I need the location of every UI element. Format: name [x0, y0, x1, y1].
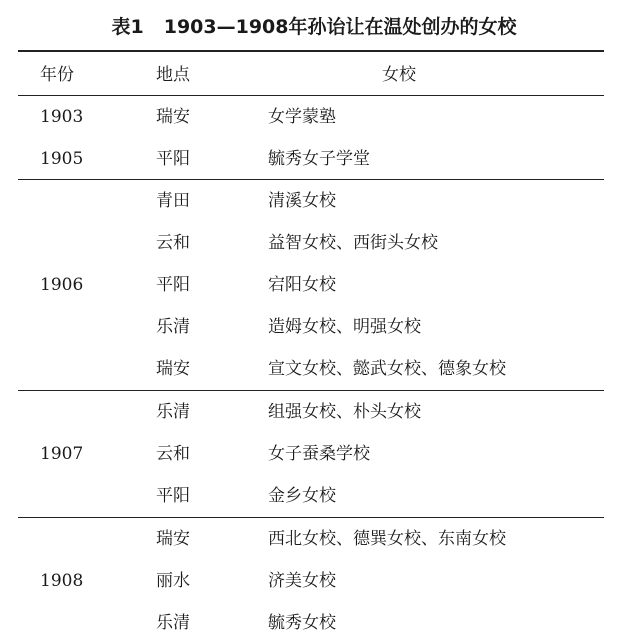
- table-row: [0, 524, 628, 554]
- place-cell: 乐清: [156, 402, 190, 422]
- table-row: [0, 397, 628, 427]
- year-cell: 1903: [40, 107, 84, 127]
- place-cell: 平阳: [156, 149, 190, 169]
- top-rule: [18, 50, 604, 52]
- table-caption: [0, 14, 628, 40]
- school-cell: 宣文女校、懿武女校、德象女校: [268, 359, 506, 379]
- school-cell: 西北女校、德巽女校、东南女校: [268, 529, 506, 549]
- place-cell: 青田: [156, 191, 190, 211]
- table-row: [0, 566, 628, 596]
- school-cell: 济美女校: [268, 571, 336, 591]
- place-cell: 云和: [156, 444, 190, 464]
- table-row: [0, 439, 628, 469]
- table-row: [0, 186, 628, 216]
- year-cell: 1907: [40, 444, 84, 464]
- header-year: 年份: [40, 65, 74, 85]
- header-school: 女校: [382, 65, 416, 85]
- table-row: [0, 354, 628, 384]
- table-row: [0, 144, 628, 174]
- school-cell: 宕阳女校: [268, 275, 336, 295]
- table-row: [0, 228, 628, 258]
- header-place: 地点: [156, 65, 190, 85]
- year-cell: 1905: [40, 149, 84, 169]
- school-cell: 组强女校、朴头女校: [268, 402, 421, 422]
- table-header: [0, 62, 628, 88]
- table-row: [0, 312, 628, 342]
- place-cell: 云和: [156, 233, 190, 253]
- place-cell: 乐清: [156, 613, 190, 633]
- year-cell: 1908: [40, 571, 84, 591]
- group-divider: [18, 390, 604, 391]
- group-divider: [18, 517, 604, 518]
- school-cell: 毓秀女校: [268, 613, 336, 633]
- header-rule: [18, 95, 604, 96]
- school-cell: 金乡女校: [268, 486, 336, 506]
- table-row: [0, 270, 628, 300]
- table-row: [0, 608, 628, 638]
- place-cell: 平阳: [156, 275, 190, 295]
- school-cell: 女学蒙塾: [268, 107, 336, 127]
- school-cell: 女子蚕桑学校: [268, 444, 370, 464]
- school-cell: 益智女校、西街头女校: [268, 233, 438, 253]
- year-cell: 1906: [40, 275, 84, 295]
- place-cell: 丽水: [156, 571, 190, 591]
- place-cell: 平阳: [156, 486, 190, 506]
- school-cell: 造姆女校、明强女校: [268, 317, 421, 337]
- table-row: [0, 102, 628, 132]
- place-cell: 乐清: [156, 317, 190, 337]
- place-cell: 瑞安: [156, 359, 190, 379]
- school-cell: 清溪女校: [268, 191, 336, 211]
- place-cell: 瑞安: [156, 107, 190, 127]
- table-number: 表1: [111, 16, 144, 38]
- group-divider: [18, 179, 604, 180]
- table-row: [0, 481, 628, 511]
- place-cell: 瑞安: [156, 529, 190, 549]
- table-title: 1903—1908年孙诒让在温处创办的女校: [163, 16, 517, 38]
- school-cell: 毓秀女子学堂: [268, 149, 370, 169]
